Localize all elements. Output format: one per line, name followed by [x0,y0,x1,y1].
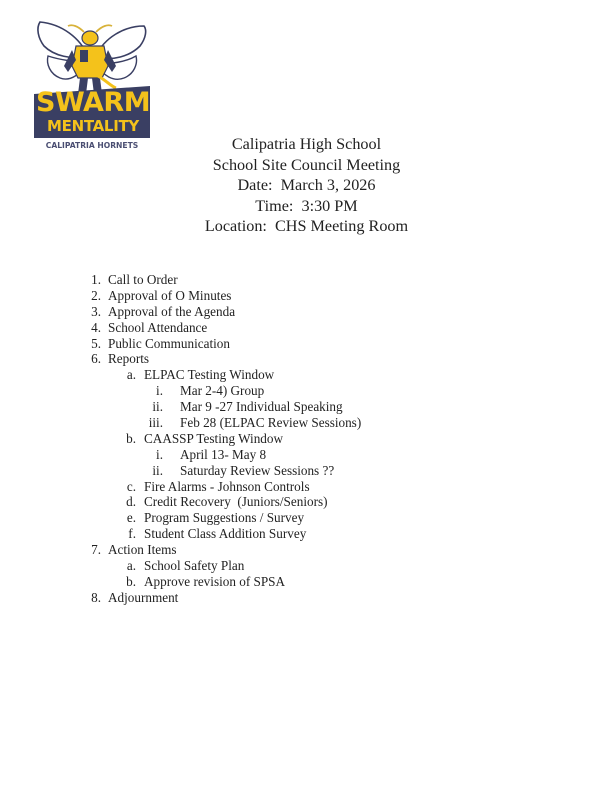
item-text: CAASSP Testing Window [144,430,283,446]
meeting-time: Time: 3:30 PM [255,196,358,215]
item-text: Reports [108,351,150,367]
item-text: Adjournment [108,589,179,605]
item-marker: i. [156,383,163,399]
item-marker: 5. [91,335,101,351]
item-text: Public Communication [108,335,230,351]
item-marker: b. [126,430,136,446]
item-text: April 13- May 8 [180,446,267,462]
item-text: Credit Recovery (Juniors/Seniors) [144,494,328,510]
item-marker: f. [128,526,136,542]
item-marker: 6. [91,351,101,367]
item-text: Student Class Addition Survey [144,526,307,542]
logo-line-1: SWARM [36,87,151,118]
meeting-date: Date: March 3, 2026 [237,176,376,194]
logo-caption: CALIPATRIA HORNETS [45,141,139,150]
item-text: Call to Order [108,272,178,287]
item-text: School Safety Plan [144,558,245,574]
item-text: Approve revision of SPSA [144,573,286,589]
item-text: Mar 2-4) Group [180,383,265,399]
item-text: Program Suggestions / Survey [144,510,305,526]
item-marker: ii. [152,462,163,478]
item-marker: iii. [148,415,163,431]
item-text: Fire Alarms - Johnson Controls [144,478,310,494]
item-text: Saturday Review Sessions ?? [180,462,335,478]
meeting-title: School Site Council Meeting [212,155,401,174]
item-marker: 4. [91,319,101,335]
item-marker: 2. [91,287,101,303]
item-marker: 8. [91,589,101,605]
item-marker: a. [126,558,136,574]
school-name: Calipatria High School [231,135,382,153]
meeting-location: Location: CHS Meeting Room [204,217,409,235]
item-marker: 7. [91,542,101,558]
item-marker: 1. [91,272,101,287]
item-text: School Attendance [108,319,208,335]
item-marker: e. [126,510,136,526]
item-text: Approval of the Agenda [108,303,236,319]
item-text: ELPAC Testing Window [144,367,275,383]
item-text: Approval of O Minutes [108,287,232,303]
item-marker: d. [126,494,136,510]
item-marker: b. [126,573,136,589]
item-marker: i. [156,446,163,462]
item-text: Feb 28 (ELPAC Review Sessions) [180,415,362,431]
item-marker: a. [126,367,136,383]
item-marker: 3. [91,303,101,319]
item-marker: ii. [152,399,163,415]
item-marker: c. [126,478,136,494]
item-text: Action Items [108,542,177,558]
meeting-header [0,134,613,237]
item-text: Mar 9 -27 Individual Speaking [180,399,343,415]
logo-line-2: MENTALITY [47,117,139,135]
